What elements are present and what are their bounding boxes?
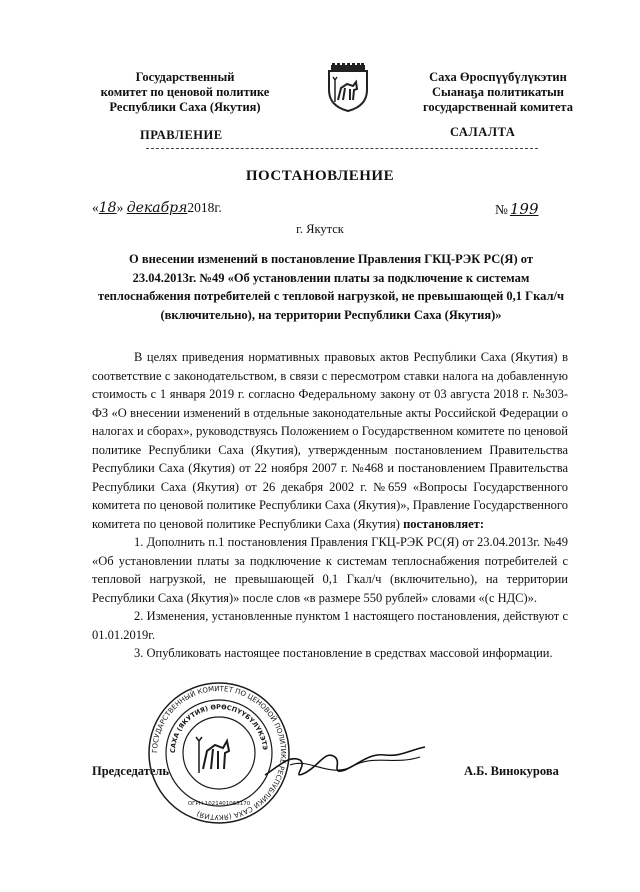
document-title: ПОСТАНОВЛЕНИЕ [245,168,395,184]
date-quote-close: » [116,200,124,215]
preamble-text: В целях приведения нормативных правовых актов Республики Саха (Якутия) в соответствие с законодательством, в связи с пересмотром ставки налога на добавленную стоимость с 1 января 2019 г. согласно Федеральному закону от 03 августа 2018 г. №303-ФЗ «О внесении изменений в отдельные законодательные акты Российской Федерации о налогах и сборах», руководствуясь Положением о Государственном комитете по ценовой политике Республики Саха (Якутия), утвержденным постановлением Правительства Республики Саха (Якутия) от 22 ноября 2007 г. №468 и постановлением Правительства Республики Саха (Якутия) от 26 декабря 2002 г. №659 «Вопросы Государственного комитета по ценовой политике Республики Саха (Якутия)», Правление Государственного комитета по ценовой политике Республики Саха (Якутия) [92,350,568,531]
board-label-russian: ПРАВЛЕНИЕ [140,128,223,142]
document-body [92,348,568,663]
document-city: г. Якутск [296,222,344,236]
header-right-line-2: Сыанаҕа политикатын [432,85,564,99]
date-year: 2018г. [187,200,222,215]
header-left-line-1: Государственный [135,70,235,84]
header-right-line-1: Саха Өроспүүбүлүкэтин [429,70,567,84]
stamp-outer-text: ГОСУДАРСТВЕННЫЙ КОМИТЕТ ПО ЦЕНОВОЙ ПОЛИТИКЕ РЕСПУБЛИКИ САХА (ЯКУТИЯ) [150,684,288,822]
item-2: 2. Изменения, установленные пунктом 1 настоящего постановления, действуют с 01.01.2019г. [92,609,568,642]
date-quote-open: « [92,200,99,215]
number-value: 199 [509,200,539,218]
date-day: 18 [98,200,117,216]
resolves-word: постановляет [403,516,480,531]
document-number [495,200,553,218]
header-left-line-3: Республики Саха (Якутия) [109,100,261,114]
signer-name: А.Б. Винокурова [464,764,559,778]
header-divider [146,148,538,149]
number-prefix: № [495,202,508,217]
header-right-organization [398,70,598,115]
coat-of-arms-icon [323,62,373,112]
board-label-yakut: САЛАЛТА [450,125,516,139]
document-subject: О внесении изменений в постановление Правления ГКЦ-РЭК РС(Я) от 23.04.2013г. №49 «Об установлении платы за подключение к системам теплоснабжения потребителей с тепловой нагрузкой, не превышающей 0,1 Гкал/ч (включительно), на территории Республики Саха (Якутия)» [97,252,565,322]
document-date [92,200,222,216]
item-1: 1. Дополнить п.1 постановления Правления ГКЦ-РЭК РС(Я) от 23.04.2013г. №49 «Об установлении платы за подключение к системам теплоснабжения потребителей с тепловой нагрузкой, не превышающей 0,1 Гкал/ч (включительно), на территории Республики Саха (Якутия)» после слов «в размере 550 рублей» словами «(с НДС)». [92,535,568,605]
stamp-inner-text: САХА (ЯКУТИЯ) ӨРӨСПҮҮБҮЛҮКЭТЭ [168,702,269,754]
resolves-suffix: : [479,516,484,531]
stamp-reg-number: ОГРН 1021401065170 [187,801,251,807]
stamp-emblem-icon [196,737,229,773]
signer-title: Председатель [92,764,170,778]
header-right-line-3: государственнай комитета [423,100,573,114]
header-left-organization [95,70,275,115]
item-3: 3. Опубликовать настоящее постановление в средствах массовой информации. [134,646,553,660]
header-left-line-2: комитет по ценовой политике [100,85,270,99]
date-month: декабря [126,200,188,216]
official-seal [147,681,291,825]
preamble-paragraph [92,348,568,533]
